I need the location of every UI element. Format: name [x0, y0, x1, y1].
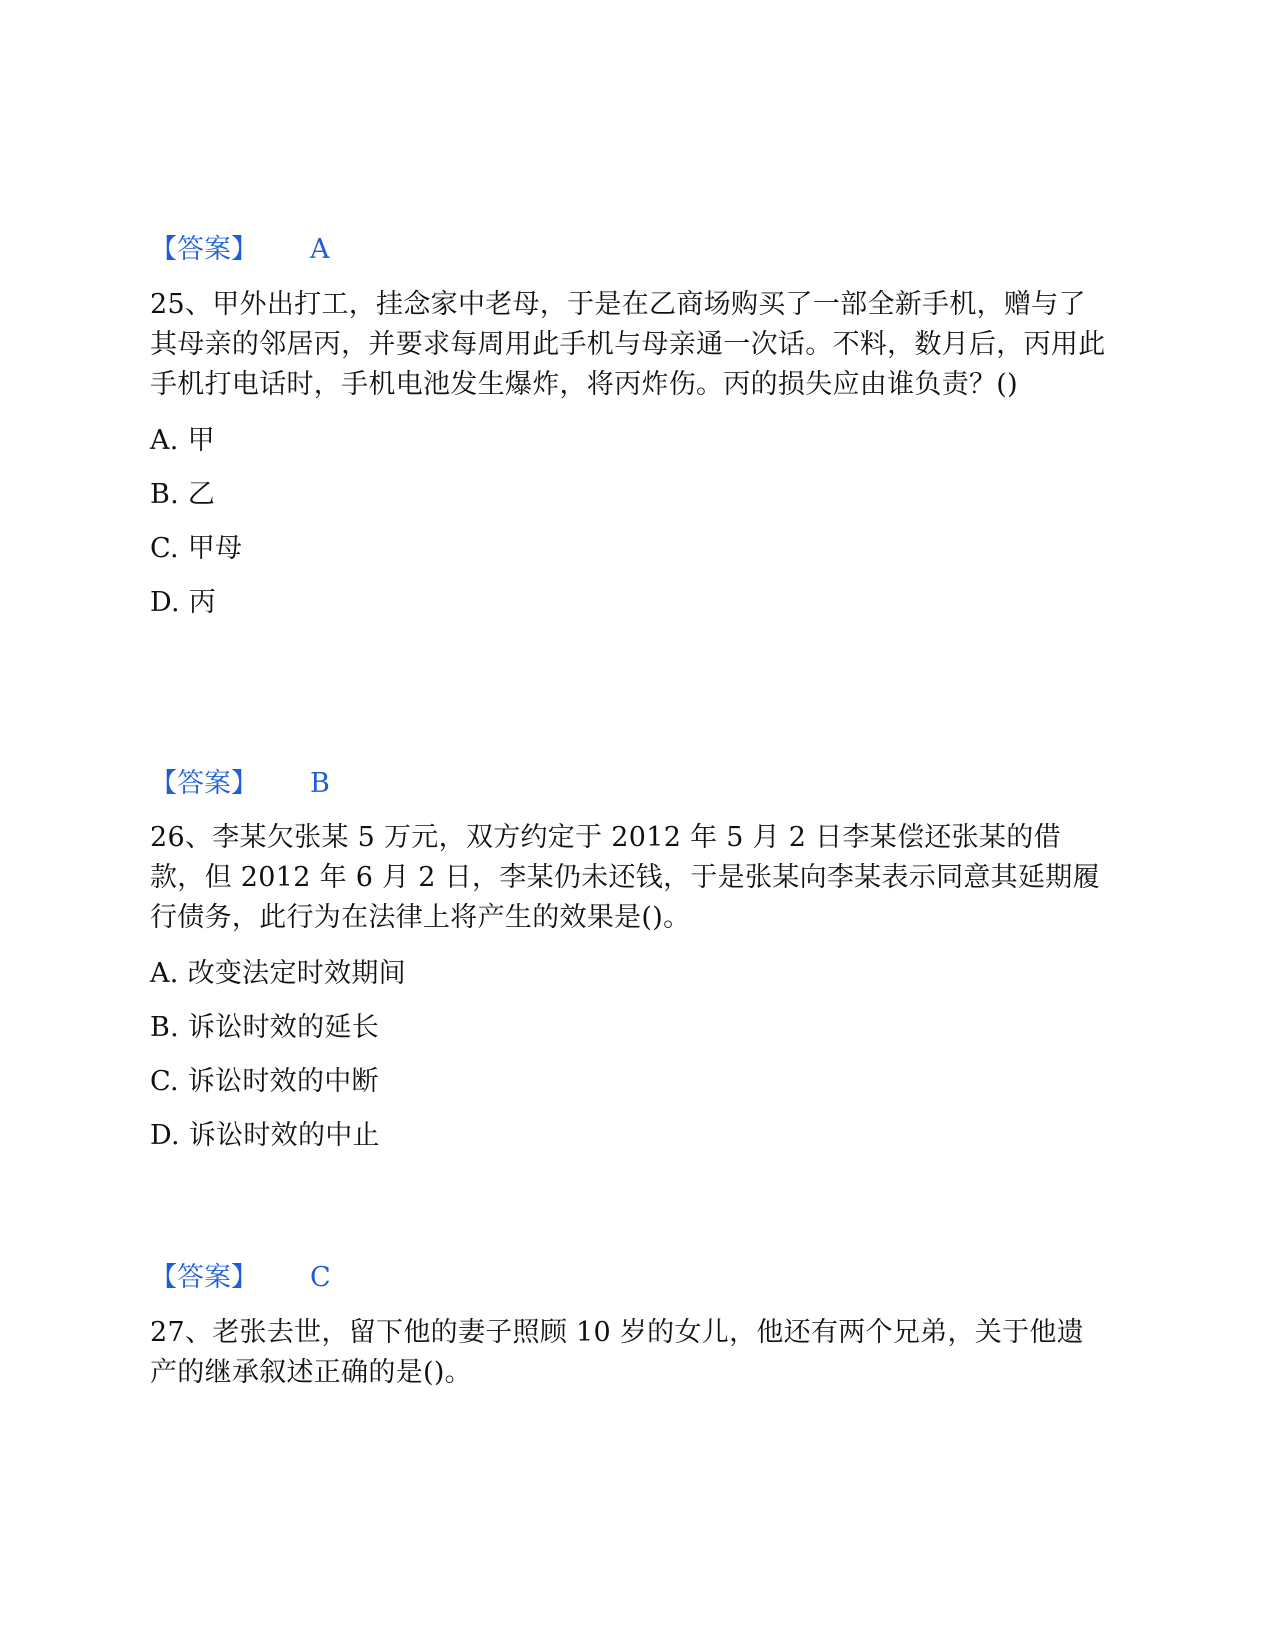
option-a: A. 改变法定时效期间 — [150, 958, 406, 989]
option-b: B. 诉讼时效的延长 — [150, 1012, 380, 1043]
option-c: C. 诉讼时效的中断 — [150, 1066, 379, 1097]
option-a: A. 甲 — [150, 425, 215, 456]
question-text: 25、甲外出打工，挂念家中老母，于是在乙商场购买了一部全新手机，赠与了其母亲的邻居丙，并要求每周用此手机与母亲通一次话。不料，数月后，丙用此手机打电话时，手机电池发生爆炸，将丙炸伤。丙的损失应由谁负责？() — [150, 289, 1106, 400]
option-d: D. 丙 — [150, 587, 217, 618]
answer-label: 【答案】 — [150, 1262, 258, 1293]
question-25 — [150, 285, 1110, 623]
answer-label: 【答案】 — [150, 768, 258, 799]
answer-value: A — [310, 234, 330, 265]
question-text: 26、李某欠张某 5 万元，双方约定于 2012 年 5 月 2 日李某偿还张某的借款，但 2012 年 6 月 2 日，李某仍未还钱，于是张某向李某表示同意其延期履行债务，此行为在法律上将产生的效果是()。 — [150, 822, 1100, 933]
answer-value: B — [310, 768, 330, 799]
question-27 — [150, 1313, 1110, 1393]
answer-line — [150, 230, 330, 270]
answer-value: C — [310, 1262, 331, 1293]
question-text: 27、老张去世，留下他的妻子照顾 10 岁的女儿，他还有两个兄弟，关于他遗产的继承叙述正确的是()。 — [150, 1317, 1084, 1388]
option-b: B. 乙 — [150, 479, 216, 510]
answer-line — [150, 764, 330, 804]
answer-line — [150, 1258, 331, 1298]
answer-label: 【答案】 — [150, 234, 258, 265]
question-26 — [150, 818, 1110, 1156]
option-c: C. 甲母 — [150, 533, 243, 564]
option-d: D. 诉讼时效的中止 — [150, 1120, 380, 1151]
